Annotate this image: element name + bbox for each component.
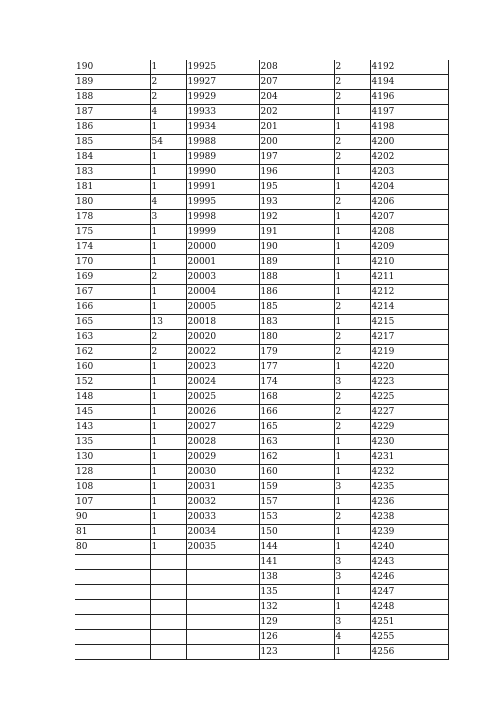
table-cell: 1 (150, 405, 186, 420)
table-cell: 157 (259, 495, 334, 510)
table-cell: 129 (259, 615, 334, 630)
table-cell: 1 (150, 420, 186, 435)
table-cell (186, 555, 259, 570)
table-cell: 4251 (370, 615, 448, 630)
table-row (75, 150, 448, 165)
table-cell: 1 (334, 120, 370, 135)
table-cell (75, 570, 150, 585)
table-cell: 1 (150, 150, 186, 165)
table-cell: 2 (334, 420, 370, 435)
table-cell: 3 (334, 615, 370, 630)
table-cell: 4194 (370, 75, 448, 90)
table-cell: 1 (334, 540, 370, 555)
table-row (75, 435, 448, 450)
table-cell: 19991 (186, 180, 259, 195)
table-cell: 162 (75, 345, 150, 360)
table-cell: 1 (334, 435, 370, 450)
table-cell: 180 (259, 330, 334, 345)
table-cell: 4256 (370, 645, 448, 660)
table-cell: 1 (150, 240, 186, 255)
table-row (75, 585, 448, 600)
table-row (75, 645, 448, 660)
table-cell: 4232 (370, 465, 448, 480)
table-cell: 19927 (186, 75, 259, 90)
table-cell: 150 (259, 525, 334, 540)
table-cell: 2 (334, 135, 370, 150)
table-cell: 1 (150, 180, 186, 195)
table-cell: 3 (334, 570, 370, 585)
table-cell: 188 (259, 270, 334, 285)
table-row (75, 555, 448, 570)
table-cell: 1 (334, 360, 370, 375)
table-cell: 187 (75, 105, 150, 120)
table-cell: 1 (150, 525, 186, 540)
table-cell: 2 (334, 510, 370, 525)
table-cell: 4206 (370, 195, 448, 210)
table-cell: 2 (334, 330, 370, 345)
table-row (75, 615, 448, 630)
table-cell: 135 (75, 435, 150, 450)
table-cell: 4210 (370, 255, 448, 270)
table-cell: 19995 (186, 195, 259, 210)
table-cell: 1 (334, 645, 370, 660)
table-cell: 1 (334, 315, 370, 330)
table-cell: 2 (150, 90, 186, 105)
table-cell: 177 (259, 360, 334, 375)
table-cell: 175 (75, 225, 150, 240)
table-cell: 1 (150, 540, 186, 555)
table-cell: 184 (75, 150, 150, 165)
table-cell: 144 (259, 540, 334, 555)
table-row (75, 630, 448, 645)
table-cell: 4247 (370, 585, 448, 600)
table-row (75, 255, 448, 270)
table-cell: 3 (334, 555, 370, 570)
table-cell: 180 (75, 195, 150, 210)
table-row (75, 525, 448, 540)
data-table (75, 60, 449, 660)
table-cell: 4219 (370, 345, 448, 360)
table-cell: 1 (150, 390, 186, 405)
table-cell: 4211 (370, 270, 448, 285)
table-cell: 19934 (186, 120, 259, 135)
table-cell: 3 (334, 375, 370, 390)
table-cell: 4217 (370, 330, 448, 345)
table-cell: 1 (334, 495, 370, 510)
table-cell: 20024 (186, 375, 259, 390)
table-cell: 4200 (370, 135, 448, 150)
table-cell: 80 (75, 540, 150, 555)
table-cell (186, 600, 259, 615)
table-cell: 2 (150, 345, 186, 360)
table-cell: 138 (259, 570, 334, 585)
table-cell: 81 (75, 525, 150, 540)
table-cell: 190 (259, 240, 334, 255)
table-cell: 1 (334, 210, 370, 225)
table-cell: 20000 (186, 240, 259, 255)
table-row (75, 450, 448, 465)
table-cell: 3 (150, 210, 186, 225)
table-row (75, 405, 448, 420)
table-cell (75, 645, 150, 660)
table-cell: 1 (334, 180, 370, 195)
table-cell: 4248 (370, 600, 448, 615)
table-cell: 195 (259, 180, 334, 195)
table-cell: 4192 (370, 60, 448, 75)
table-row (75, 105, 448, 120)
table-cell: 145 (75, 405, 150, 420)
table-cell: 1 (150, 375, 186, 390)
table-cell: 2 (150, 270, 186, 285)
table-row (75, 90, 448, 105)
table-cell: 160 (75, 360, 150, 375)
table-cell (150, 570, 186, 585)
table-cell: 1 (150, 435, 186, 450)
table-cell: 20004 (186, 285, 259, 300)
table-cell: 201 (259, 120, 334, 135)
table-cell: 4246 (370, 570, 448, 585)
table-cell: 1 (334, 255, 370, 270)
table-cell: 183 (75, 165, 150, 180)
table-cell: 188 (75, 90, 150, 105)
table-cell: 193 (259, 195, 334, 210)
table-cell: 1 (334, 240, 370, 255)
table-cell: 162 (259, 450, 334, 465)
table-cell: 20035 (186, 540, 259, 555)
table-cell (186, 615, 259, 630)
table-row (75, 390, 448, 405)
table-cell (186, 630, 259, 645)
table-cell: 20030 (186, 465, 259, 480)
table-cell: 1 (150, 165, 186, 180)
table-cell: 4212 (370, 285, 448, 300)
table-cell: 20031 (186, 480, 259, 495)
table-cell: 168 (259, 390, 334, 405)
table-cell: 4 (150, 195, 186, 210)
table-cell: 1 (334, 225, 370, 240)
table-cell: 19998 (186, 210, 259, 225)
table-cell (186, 570, 259, 585)
table-cell: 4208 (370, 225, 448, 240)
table-cell (186, 645, 259, 660)
table-cell: 19925 (186, 60, 259, 75)
table-cell: 185 (75, 135, 150, 150)
table-cell: 1 (334, 585, 370, 600)
table-cell: 4230 (370, 435, 448, 450)
table-cell: 1 (334, 600, 370, 615)
table-cell: 54 (150, 135, 186, 150)
table-cell: 1 (150, 255, 186, 270)
table-cell (75, 600, 150, 615)
table-body (75, 60, 448, 660)
table-cell (150, 585, 186, 600)
table-cell: 2 (334, 60, 370, 75)
table-row (75, 225, 448, 240)
table-cell: 190 (75, 60, 150, 75)
table-cell: 130 (75, 450, 150, 465)
table-cell: 2 (334, 300, 370, 315)
table-cell: 20033 (186, 510, 259, 525)
table-cell: 202 (259, 105, 334, 120)
table-row (75, 195, 448, 210)
table-row (75, 135, 448, 150)
table-cell: 179 (259, 345, 334, 360)
table-row (75, 495, 448, 510)
table-cell: 1 (334, 105, 370, 120)
table-row (75, 165, 448, 180)
table-cell: 20018 (186, 315, 259, 330)
table-cell: 1 (334, 450, 370, 465)
table-cell: 200 (259, 135, 334, 150)
table-cell: 4215 (370, 315, 448, 330)
table-cell: 192 (259, 210, 334, 225)
table-cell: 4225 (370, 390, 448, 405)
table-cell: 2 (150, 75, 186, 90)
table-cell: 132 (259, 600, 334, 615)
table-row (75, 480, 448, 495)
table-row (75, 270, 448, 285)
table-cell: 2 (334, 195, 370, 210)
table-cell: 1 (150, 480, 186, 495)
table-cell: 4204 (370, 180, 448, 195)
table-cell: 2 (334, 345, 370, 360)
table-cell: 19933 (186, 105, 259, 120)
table-cell: 4240 (370, 540, 448, 555)
table-cell: 20028 (186, 435, 259, 450)
table-cell (150, 645, 186, 660)
table-cell (186, 585, 259, 600)
table-row (75, 510, 448, 525)
table-cell: 191 (259, 225, 334, 240)
table-cell: 20001 (186, 255, 259, 270)
table-cell: 4196 (370, 90, 448, 105)
table-cell: 208 (259, 60, 334, 75)
table-cell: 141 (259, 555, 334, 570)
table-cell: 128 (75, 465, 150, 480)
table-row (75, 330, 448, 345)
table-row (75, 210, 448, 225)
table-cell: 204 (259, 90, 334, 105)
table-cell: 4229 (370, 420, 448, 435)
table-cell: 4197 (370, 105, 448, 120)
table-cell: 174 (75, 240, 150, 255)
table-row (75, 60, 448, 75)
table-cell: 166 (75, 300, 150, 315)
table-row (75, 360, 448, 375)
table-row (75, 180, 448, 195)
table-cell: 165 (75, 315, 150, 330)
table-cell: 185 (259, 300, 334, 315)
table-cell: 4214 (370, 300, 448, 315)
table-row (75, 285, 448, 300)
table-row (75, 420, 448, 435)
table-row (75, 375, 448, 390)
table-cell: 1 (150, 495, 186, 510)
table-cell (75, 630, 150, 645)
table-cell: 189 (259, 255, 334, 270)
table-cell: 2 (334, 75, 370, 90)
table-cell: 4203 (370, 165, 448, 180)
table-cell: 126 (259, 630, 334, 645)
table-cell: 159 (259, 480, 334, 495)
table-cell (75, 585, 150, 600)
table-cell: 1 (150, 450, 186, 465)
table-cell: 4227 (370, 405, 448, 420)
table-cell: 1 (334, 525, 370, 540)
table-cell: 1 (334, 270, 370, 285)
table-cell: 4 (334, 630, 370, 645)
table-cell: 90 (75, 510, 150, 525)
table-cell: 143 (75, 420, 150, 435)
table-cell: 135 (259, 585, 334, 600)
table-cell: 1 (334, 285, 370, 300)
table-row (75, 345, 448, 360)
table-cell: 20020 (186, 330, 259, 345)
table-cell (150, 600, 186, 615)
table-cell: 1 (334, 465, 370, 480)
table-cell: 20005 (186, 300, 259, 315)
table-cell: 19988 (186, 135, 259, 150)
table-cell: 167 (75, 285, 150, 300)
table-cell: 20032 (186, 495, 259, 510)
table-cell (75, 555, 150, 570)
table-cell (150, 555, 186, 570)
table-cell: 108 (75, 480, 150, 495)
table-cell: 1 (334, 165, 370, 180)
table-cell: 4223 (370, 375, 448, 390)
table-cell: 4235 (370, 480, 448, 495)
table-cell: 20022 (186, 345, 259, 360)
table-cell: 189 (75, 75, 150, 90)
table-cell: 183 (259, 315, 334, 330)
table-cell: 20003 (186, 270, 259, 285)
table-cell: 152 (75, 375, 150, 390)
table-cell: 2 (334, 90, 370, 105)
table-cell: 148 (75, 390, 150, 405)
table-row (75, 540, 448, 555)
table-cell (150, 615, 186, 630)
table-cell (75, 615, 150, 630)
table-cell: 3 (334, 480, 370, 495)
table-cell: 1 (150, 300, 186, 315)
table-cell: 4238 (370, 510, 448, 525)
table-cell: 4198 (370, 120, 448, 135)
table-cell: 197 (259, 150, 334, 165)
table-cell: 4236 (370, 495, 448, 510)
table-cell: 207 (259, 75, 334, 90)
table-cell: 160 (259, 465, 334, 480)
table-cell: 2 (334, 390, 370, 405)
table-row (75, 240, 448, 255)
table-cell: 170 (75, 255, 150, 270)
table-row (75, 75, 448, 90)
table-cell: 4202 (370, 150, 448, 165)
table-cell: 20026 (186, 405, 259, 420)
table-cell: 186 (259, 285, 334, 300)
table-cell: 4207 (370, 210, 448, 225)
table-cell: 153 (259, 510, 334, 525)
table-cell: 4231 (370, 450, 448, 465)
table-cell: 196 (259, 165, 334, 180)
table-cell: 174 (259, 375, 334, 390)
table-cell: 19999 (186, 225, 259, 240)
table-cell: 181 (75, 180, 150, 195)
table-cell (150, 630, 186, 645)
table-cell: 4209 (370, 240, 448, 255)
table-cell: 20029 (186, 450, 259, 465)
table-cell: 163 (259, 435, 334, 450)
table-cell: 1 (150, 225, 186, 240)
table-cell: 20027 (186, 420, 259, 435)
table-cell: 4 (150, 105, 186, 120)
table-row (75, 315, 448, 330)
table-cell: 2 (150, 330, 186, 345)
table-cell: 4243 (370, 555, 448, 570)
table-cell: 163 (75, 330, 150, 345)
table-cell: 178 (75, 210, 150, 225)
table-cell: 165 (259, 420, 334, 435)
table-cell: 1 (150, 120, 186, 135)
table-cell: 4220 (370, 360, 448, 375)
table-cell: 107 (75, 495, 150, 510)
table-cell: 1 (150, 360, 186, 375)
table-cell: 20034 (186, 525, 259, 540)
table-cell: 2 (334, 150, 370, 165)
table-cell: 123 (259, 645, 334, 660)
table-cell: 1 (150, 510, 186, 525)
table-cell: 169 (75, 270, 150, 285)
table-row (75, 120, 448, 135)
table-cell: 166 (259, 405, 334, 420)
table-cell: 1 (150, 60, 186, 75)
table-cell: 19989 (186, 150, 259, 165)
table-cell: 4255 (370, 630, 448, 645)
table-row (75, 570, 448, 585)
table-cell: 2 (334, 405, 370, 420)
table-cell: 19929 (186, 90, 259, 105)
table-cell: 20025 (186, 390, 259, 405)
table-row (75, 600, 448, 615)
table-row (75, 465, 448, 480)
table-cell: 186 (75, 120, 150, 135)
table-row (75, 300, 448, 315)
table-cell: 1 (150, 465, 186, 480)
table-cell: 19990 (186, 165, 259, 180)
table-cell: 4239 (370, 525, 448, 540)
table-cell: 13 (150, 315, 186, 330)
table-cell: 20023 (186, 360, 259, 375)
table-cell: 1 (150, 285, 186, 300)
